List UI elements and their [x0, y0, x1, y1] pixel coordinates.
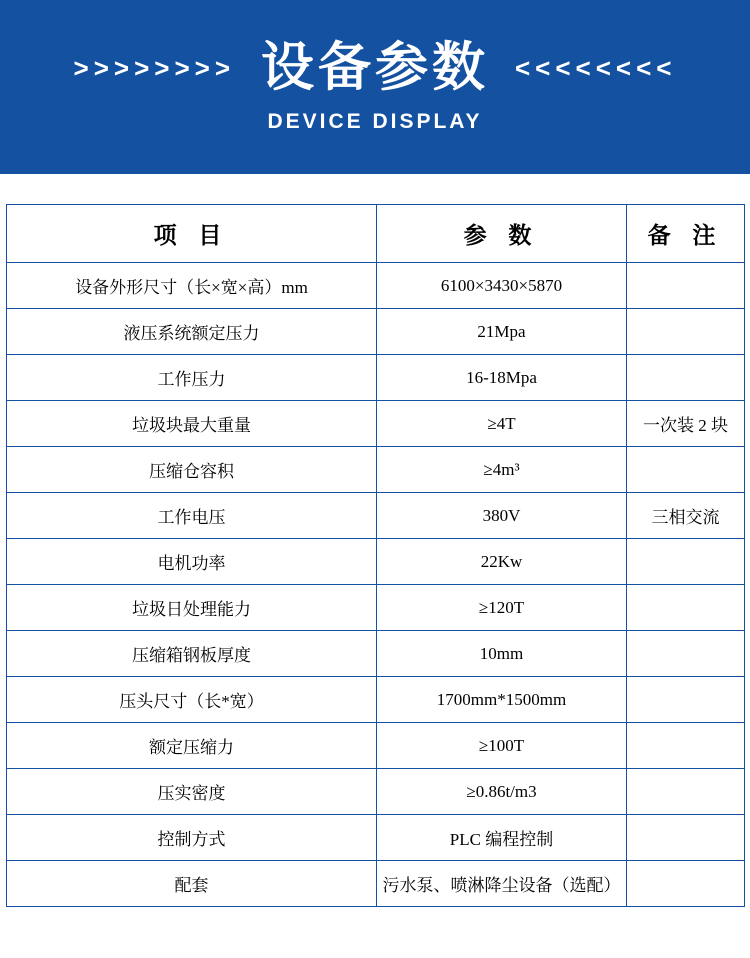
row-item: 额定压缩力	[7, 723, 377, 769]
row-param: 1700mm*1500mm	[377, 677, 627, 723]
row-item: 工作压力	[7, 355, 377, 401]
row-item: 液压系统额定压力	[7, 309, 377, 355]
page-subtitle: DEVICE DISPLAY	[267, 109, 483, 133]
row-param: 380V	[377, 493, 627, 539]
header-param: 参 数	[377, 205, 627, 263]
row-param: 10mm	[377, 631, 627, 677]
header-remark: 备 注	[627, 205, 745, 263]
table-row	[7, 401, 745, 447]
row-param: 6100×3430×5870	[377, 263, 627, 309]
right-arrows-decoration: <<<<<<<<	[515, 52, 677, 83]
row-item: 压实密度	[7, 769, 377, 815]
row-item: 垃圾块最大重量	[7, 401, 377, 447]
row-param: PLC 编程控制	[377, 815, 627, 861]
row-remark	[627, 815, 745, 861]
spec-table-container	[0, 174, 750, 907]
header-item: 项 目	[7, 205, 377, 263]
row-remark	[627, 309, 745, 355]
page-banner	[0, 0, 750, 174]
row-remark	[627, 263, 745, 309]
table-row	[7, 539, 745, 585]
row-item: 压缩仓容积	[7, 447, 377, 493]
row-remark	[627, 539, 745, 585]
row-param: ≥4T	[377, 401, 627, 447]
row-item: 压头尺寸（长*宽）	[7, 677, 377, 723]
row-remark	[627, 723, 745, 769]
row-remark	[627, 861, 745, 907]
table-row	[7, 769, 745, 815]
table-row	[7, 447, 745, 493]
row-remark	[627, 677, 745, 723]
left-arrows-decoration: >>>>>>>>	[73, 52, 235, 83]
row-param: ≥4m³	[377, 447, 627, 493]
table-header-row	[7, 205, 745, 263]
row-item: 设备外形尺寸（长×宽×高）mm	[7, 263, 377, 309]
device-parameters-table	[6, 204, 745, 907]
row-param: ≥120T	[377, 585, 627, 631]
page-title: 设备参数	[261, 37, 489, 99]
table-row	[7, 585, 745, 631]
row-remark	[627, 631, 745, 677]
row-remark	[627, 355, 745, 401]
row-param: 22Kw	[377, 539, 627, 585]
table-row	[7, 677, 745, 723]
row-item: 压缩箱钢板厚度	[7, 631, 377, 677]
table-row	[7, 723, 745, 769]
row-remark	[627, 585, 745, 631]
row-remark	[627, 769, 745, 815]
row-item: 控制方式	[7, 815, 377, 861]
row-item: 工作电压	[7, 493, 377, 539]
table-row	[7, 631, 745, 677]
row-item: 配套	[7, 861, 377, 907]
table-row	[7, 355, 745, 401]
row-param: 16-18Mpa	[377, 355, 627, 401]
row-param: ≥100T	[377, 723, 627, 769]
table-row	[7, 309, 745, 355]
table-row	[7, 493, 745, 539]
row-remark	[627, 447, 745, 493]
table-row	[7, 263, 745, 309]
table-row	[7, 861, 745, 907]
row-param: 21Mpa	[377, 309, 627, 355]
row-item: 电机功率	[7, 539, 377, 585]
row-remark: 一次装 2 块	[627, 401, 745, 447]
row-item: 垃圾日处理能力	[7, 585, 377, 631]
row-param: 污水泵、喷淋降尘设备（选配）	[377, 861, 627, 907]
table-row	[7, 815, 745, 861]
row-param: ≥0.86t/m3	[377, 769, 627, 815]
row-remark: 三相交流	[627, 493, 745, 539]
banner-title-row	[0, 37, 750, 99]
